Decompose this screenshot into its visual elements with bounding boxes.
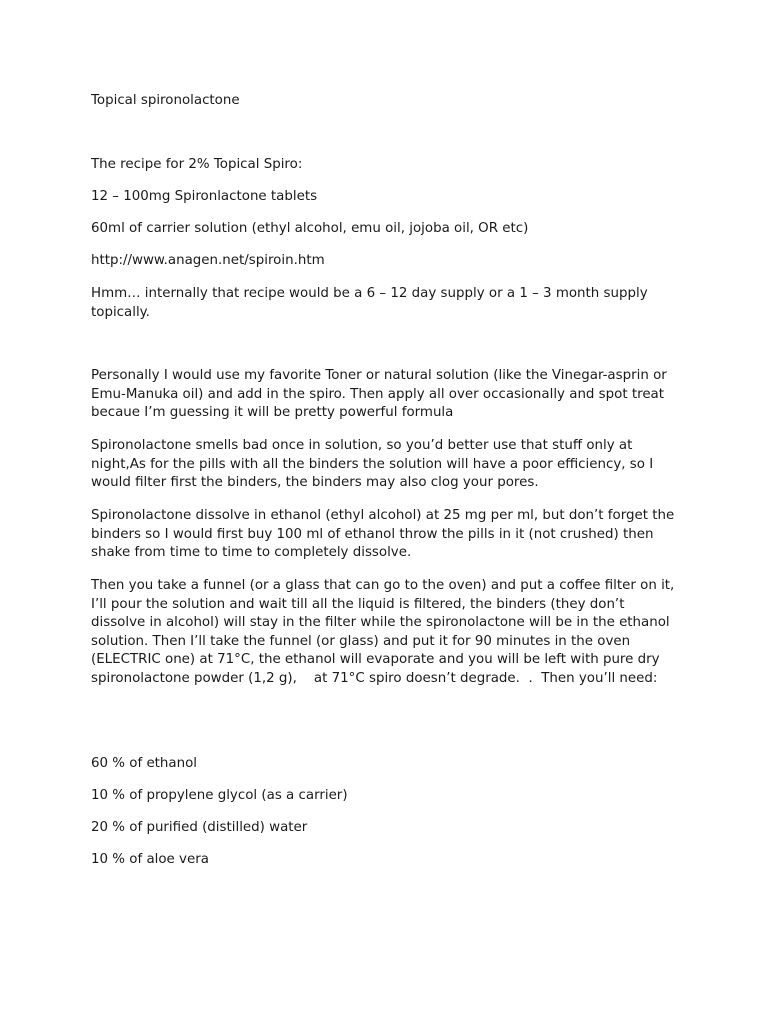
reference-link: http://www.anagen.net/spiroin.htm [91, 253, 325, 268]
ingredient-item: 10 % of propylene glycol (as a carrier) [91, 788, 348, 803]
personal-paragraph: Personally I would use my favorite Toner or natural solution (like the Vinegar-asprin or Emu-Manuka oil) and add in the spiro. Then apply all over occasionally and spot treat becaue I’m guessing it will be pretty powerful formula [91, 368, 672, 420]
document-page [91, 0, 681, 1024]
smell-paragraph: Spironolactone smells bad once in solution, so you’d better use that stuff only at night,As for the pills with all the binders the solution will have a poor efficiency, so I would filter first the binders, the binders may also clog your pores. [91, 438, 658, 490]
supply-note: Hmm… internally that recipe would be a 6 – 12 day supply or a 1 – 3 month supply topically. [91, 286, 652, 320]
dissolve-paragraph: Spironolactone dissolve in ethanol (ethyl alcohol) at 25 mg per ml, but don’t forget the binders so I would first buy 100 ml of ethanol throw the pills in it (not crushed) then shake from time to time to completely dissolve. [91, 508, 679, 560]
ingredient-item: 60 % of ethanol [91, 756, 198, 771]
ingredient-item: 20 % of purified (distilled) water [91, 820, 308, 835]
recipe-carrier-line: 60ml of carrier solution (ethyl alcohol, emu oil, jojoba oil, OR etc) [91, 221, 529, 236]
recipe-heading: The recipe for 2% Topical Spiro: [91, 157, 303, 172]
document-title: Topical spironolactone [91, 93, 240, 108]
recipe-tablets-line: 12 – 100mg Spironlactone tablets [91, 189, 318, 204]
funnel-paragraph: Then you take a funnel (or a glass that can go to the oven) and put a coffee filter on it, I’ll pour the solution and wait till all the liquid is filtered, the binders (they don’t dissolve in alcohol) will stay in the filter while the spironolactone will be in the ethanol solution. Then I’ll take the funnel (or glass) and put it for 90 minutes in the oven (ELECTRIC one) at 71°C, the ethanol will evaporate and you will be left with pure dry spironolactone powder (1,2 g), at 71°C spiro doesn’t degrade. . Then you’ll need: [91, 578, 679, 686]
ingredient-item: 10 % of aloe vera [91, 852, 209, 867]
